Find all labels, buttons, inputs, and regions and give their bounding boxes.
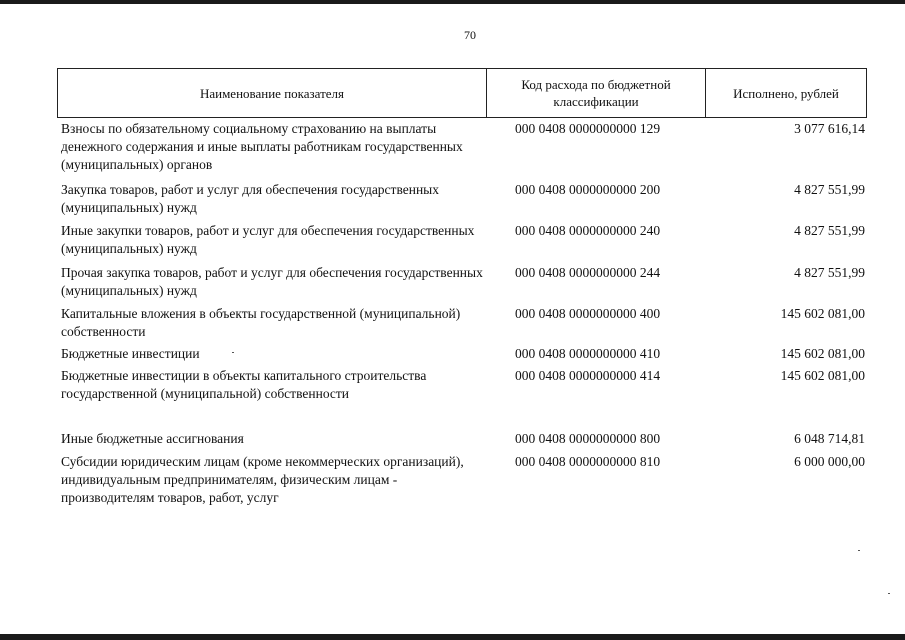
row-code: 000 0408 0000000000 800	[515, 431, 661, 446]
row-code: 000 0408 0000000000 240	[515, 223, 661, 238]
row-name: Бюджетные инвестиции	[61, 346, 200, 361]
row-amount: 3 077 616,14	[794, 121, 865, 136]
scan-edge-top	[0, 0, 905, 4]
row-amount: 4 827 551,99	[794, 223, 865, 238]
header-name: Наименование показателя	[199, 85, 345, 101]
scan-speck	[858, 550, 860, 551]
row-name: Капитальные вложения в объекты государственной (муниципальной) собственности	[61, 306, 461, 339]
row-code: 000 0408 0000000000 410	[515, 346, 661, 361]
row-name: Закупка товаров, работ и услуг для обеспечения государственных (муниципальных) нужд	[61, 182, 440, 215]
table-header	[57, 68, 867, 118]
header-code: Код расхода по бюджетной классификации	[486, 69, 705, 117]
row-code: 000 0408 0000000000 810	[515, 454, 661, 469]
row-amount: 4 827 551,99	[794, 182, 865, 197]
row-code: 000 0408 0000000000 129	[515, 121, 661, 136]
row-code: 000 0408 0000000000 200	[515, 182, 661, 197]
row-amount: 6 000 000,00	[794, 454, 865, 469]
scan-speck	[232, 352, 234, 353]
row-code: 000 0408 0000000000 414	[515, 368, 661, 383]
row-amount: 145 602 081,00	[780, 346, 865, 361]
scan-speck	[888, 593, 890, 594]
row-name: Иные бюджетные ассигнования	[61, 431, 244, 446]
header-amount: Исполнено, рублей	[705, 69, 866, 117]
row-name: Бюджетные инвестиции в объекты капитального строительства государственной (муниципальной) собственности	[61, 368, 427, 401]
row-name: Иные закупки товаров, работ и услуг для обеспечения государственных (муниципальных) нужд	[61, 223, 475, 256]
row-code: 000 0408 0000000000 244	[515, 265, 661, 280]
row-name: Субсидии юридическим лицам (кроме некоммерческих организаций), индивидуальным предпринимателям, физическим лицам - производителям товаров, работ, услуг	[61, 454, 464, 505]
scan-edge-bottom	[0, 634, 905, 640]
row-amount: 6 048 714,81	[794, 431, 865, 446]
row-name: Прочая закупка товаров, работ и услуг для обеспечения государственных (муниципальных) нужд	[61, 265, 483, 298]
row-amount: 4 827 551,99	[794, 265, 865, 280]
row-code: 000 0408 0000000000 400	[515, 306, 661, 321]
row-name: Взносы по обязательному социальному страхованию на выплаты денежного содержания и иные выплаты работникам государственных (муниципальных) органов	[61, 121, 463, 172]
row-amount: 145 602 081,00	[780, 368, 865, 383]
page-number: 70	[464, 28, 476, 42]
row-amount: 145 602 081,00	[780, 306, 865, 321]
